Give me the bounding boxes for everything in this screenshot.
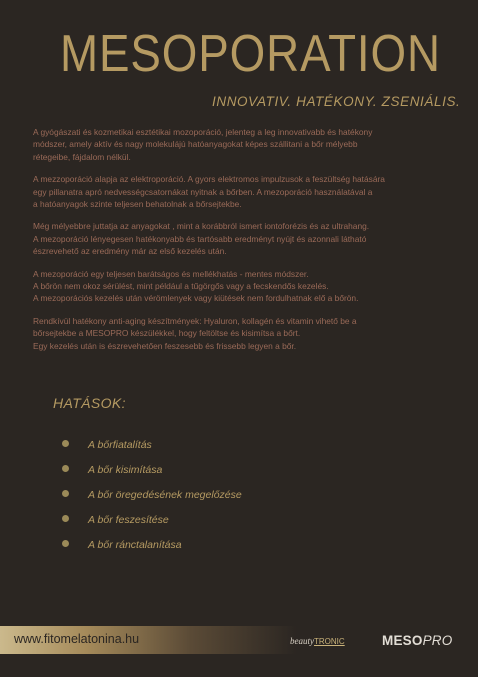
effects-list (60, 432, 242, 557)
logo-text-beauty: beauty (290, 636, 314, 646)
text-line: bőrsejtekbe a MESOPRO készülékkel, hogy feltöltse és kisimítsa a bőrt. (33, 328, 301, 339)
effect-label: A bőr öregedésének megelőzése (88, 488, 242, 501)
logo-text-meso: MESO (382, 633, 423, 648)
effect-label: A bőr kisimítása (88, 463, 163, 476)
paragraph (33, 268, 453, 305)
website-link[interactable]: www.fitomelatonina.hu (14, 632, 140, 646)
text-line: A mezoporáció egy teljesen barátságos és mellékhatás - mentes módszer. (33, 268, 309, 279)
text-line: Rendkívül hatékony anti-aging készítmények: Hyaluron, kollagén és vitamin vihető be a (33, 315, 357, 326)
paragraph (33, 126, 453, 163)
mesopro-logo (382, 633, 452, 648)
effects-heading: HATÁSOK: (53, 395, 126, 411)
bullet-icon (62, 540, 69, 547)
effect-label: A bőr ránctalanítása (88, 538, 182, 551)
beautytronic-logo (290, 636, 345, 646)
text-line: Még mélyebbre juttatja az anyagokat , mint a korábbról ismert iontoforézis és az ultrahang. (33, 221, 370, 232)
tagline: INNOVATIV. HATÉKONY. ZSENIÁLIS. (212, 94, 461, 109)
text-line: A gyógászati és kozmetikai esztétikai mozoporáció, jelenteg a leg innovativabb és hatékony (33, 127, 373, 137)
text-line: A bőrön nem okoz sérülést, mint például a tűgörgős vagy a fecskendős kezelés. (33, 281, 329, 292)
page-title: MESOPORATION (60, 25, 441, 83)
text-line: A mezoporációs kezelés után vérömlenyek vagy kiütések nem fordulhatnak elő a bőrön. (33, 293, 359, 304)
list-item (60, 507, 242, 532)
list-item (60, 532, 242, 557)
list-item (60, 457, 242, 482)
text-line: Egy kezelés után is észrevehetően feszesebb és frissebb legyen a bőr. (33, 340, 297, 351)
bullet-icon (62, 465, 69, 472)
list-item (60, 432, 242, 457)
list-item (60, 482, 242, 507)
text-line: A mezzoporáció alapja az elektroporáció. A gyors elektromos impulzusok a feszültség hatására (33, 174, 385, 185)
effect-label: A bőrfiatalítás (88, 438, 152, 451)
logo-text-tronic: TRONIC (314, 637, 345, 646)
paragraph (33, 173, 453, 210)
body-text (33, 126, 453, 362)
logo-text-pro: PRO (422, 633, 453, 648)
text-line: rétegeibe, fájdalom nélkül. (33, 151, 131, 162)
text-line: egy pillanatra apró nedvességcsatornákat nyitnak a bőrben. A mezoporáció használatával a (33, 186, 373, 197)
bullet-icon (62, 440, 69, 447)
text-line: A mezoporáció lényegesen hatékonyabb és tartósabb eredményt nyújt és azonnali látható (33, 233, 367, 244)
paragraph (33, 315, 453, 352)
text-line: módszer, amely aktív és nagy molekulájú hatóanyagokat képes szállitani a bőr mélyebb (33, 139, 358, 150)
effect-label: A bőr feszesítése (88, 513, 169, 526)
bullet-icon (62, 490, 69, 497)
text-line: észrevehető az eredmény már az első kezelés után. (33, 246, 227, 257)
bullet-icon (62, 515, 69, 522)
paragraph (33, 220, 453, 257)
text-line: a hatóanyagok szinte teljesen behatolnak a bőrsejtekbe. (33, 199, 242, 210)
